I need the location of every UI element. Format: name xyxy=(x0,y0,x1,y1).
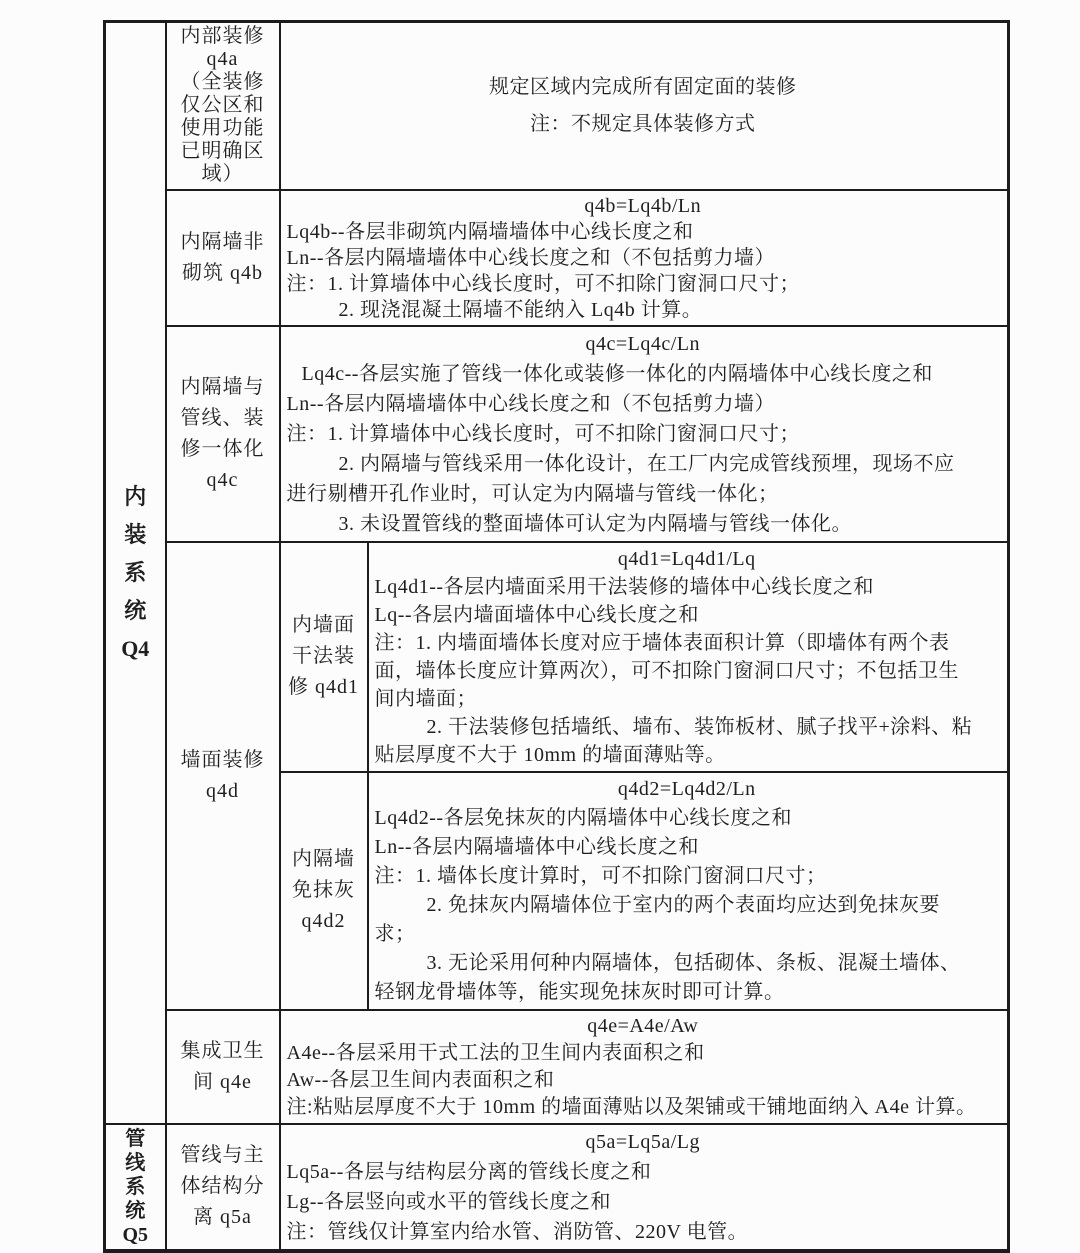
text-line: 域） xyxy=(201,163,244,186)
text-line: 修一体化 xyxy=(180,437,265,460)
text-line: q4c=Lq4c/Ln xyxy=(585,332,701,355)
content-cell-q4b xyxy=(280,190,1009,326)
text-line: Lq5a--各层与结构层分离的管线长度之和 xyxy=(286,1160,652,1183)
category-cell-q5-pipeline-system xyxy=(105,1124,166,1251)
category-cell-q4-interior-system xyxy=(105,22,166,1124)
label-cell-q4d2-plaster-free-partition xyxy=(280,772,368,1010)
content-cell-q4d2 xyxy=(368,772,1009,1010)
text-line: 2. 免抹灰内隔墙体位于室内的两个表面均应达到免抹灰要 xyxy=(426,893,940,916)
text-line: 统 xyxy=(124,597,147,623)
text-line: 砌筑 q4b xyxy=(182,261,263,284)
text-line: q4a xyxy=(206,48,239,71)
text-line: 注：1. 内墙面墙体长度对应于墙体表面积计算（即墙体有两个表 xyxy=(374,631,950,654)
text-line: q5a=Lq5a/Lg xyxy=(585,1130,701,1153)
text-line: 系 xyxy=(125,1175,146,1198)
label-cell-q4a-interior-decoration xyxy=(166,22,280,190)
text-line: 仅公区和 xyxy=(180,94,265,117)
text-line: Ln--各层内隔墙墙体中心线长度之和（不包括剪力墙） xyxy=(286,246,776,269)
text-line: 系 xyxy=(124,559,147,585)
text-line: 使用功能 xyxy=(180,117,265,140)
text-line: 贴层厚度不大于 10mm 的墙面薄贴等。 xyxy=(374,743,726,766)
text-line: 注:粘贴层厚度不大于 10mm 的墙面薄贴以及架铺或干铺地面纳入 A4e 计算。 xyxy=(286,1095,977,1118)
text-line: q4d2=Lq4d2/Ln xyxy=(617,777,756,800)
text-line: 3. 未设置管线的整面墙体可认定为内隔墙与管线一体化。 xyxy=(338,512,852,535)
table-row xyxy=(105,326,1009,542)
text-line: Lq4d1--各层内墙面采用干法装修的墙体中心线长度之和 xyxy=(374,575,875,598)
text-line: Lq4b--各层非砌筑内隔墙墙体中心线长度之和 xyxy=(286,220,694,243)
text-line: 内部装修 xyxy=(180,25,265,48)
text-line: 体结构分 xyxy=(180,1175,265,1197)
text-line: Q4 xyxy=(121,635,150,661)
text-line: q4d2 xyxy=(301,910,346,932)
text-line: 干法装 xyxy=(292,645,355,667)
content-cell-q4c xyxy=(280,326,1009,542)
text-line: 注：不规定具体装修方式 xyxy=(530,112,756,135)
text-line: 集成卫生 xyxy=(180,1039,265,1062)
text-line: 已明确区 xyxy=(180,140,265,163)
text-line: Ln--各层内隔墙墙体中心线长度之和 xyxy=(374,835,700,858)
text-line: 轻钢龙骨墙体等，能实现免抹灰时即可计算。 xyxy=(374,980,785,1003)
text-line: 管线、装 xyxy=(180,406,265,429)
table-row xyxy=(105,1124,1009,1251)
text-line: 管线与主 xyxy=(180,1144,265,1166)
text-line: Lq4d2--各层免抹灰的内隔墙体中心线长度之和 xyxy=(374,806,793,829)
table-row xyxy=(105,542,1009,772)
label-cell-q4e-integrated-bathroom xyxy=(166,1010,280,1124)
label-cell-q4b-non-masonry-partition xyxy=(166,190,280,326)
text-line: 线 xyxy=(125,1151,146,1174)
text-line: 注：1. 计算墙体中心线长度时，可不扣除门窗洞口尺寸； xyxy=(286,272,800,295)
table-row xyxy=(105,190,1009,326)
content-cell-q4e xyxy=(280,1010,1009,1124)
label-cell-q4d1-dry-method-wall-finish xyxy=(280,542,368,772)
text-line: 进行剔槽开孔作业时，可认定为内隔墙与管线一体化； xyxy=(286,482,779,505)
text-line: 面，墙体长度应计算两次），可不扣除门窗洞口尺寸；不包括卫生 xyxy=(374,659,959,682)
assessment-criteria-table xyxy=(103,20,1010,1253)
text-line: 3. 无论采用何种内隔墙体，包括砌体、条板、混凝土墙体、 xyxy=(426,951,961,974)
text-line: A4e--各层采用干式工法的卫生间内表面积之和 xyxy=(286,1041,705,1064)
label-cell-q5a-pipeline-structure-separation xyxy=(166,1124,280,1251)
text-line: Ln--各层内隔墙墙体中心线长度之和（不包括剪力墙） xyxy=(286,392,776,415)
text-line: q4c xyxy=(206,468,239,491)
text-line: 注：管线仅计算室内给水管、消防管、220V 电管。 xyxy=(286,1220,749,1243)
table-row xyxy=(105,22,1009,190)
text-line: 装 xyxy=(124,521,147,547)
text-line: 修 q4d1 xyxy=(288,676,359,698)
text-line: q4d xyxy=(206,779,239,802)
text-line: 求； xyxy=(374,922,416,945)
text-line: 内隔墙与 xyxy=(180,375,265,398)
text-line: 内墙面 xyxy=(292,614,355,636)
text-line: 注：1. 计算墙体中心线长度时，可不扣除门窗洞口尺寸； xyxy=(286,422,800,445)
text-line: 间内墙面； xyxy=(374,687,477,710)
text-line: Aw--各层卫生间内表面积之和 xyxy=(286,1068,555,1091)
text-line: 内隔墙 xyxy=(292,848,355,870)
content-cell-q4a xyxy=(280,22,1009,190)
text-line: q4e=A4e/Aw xyxy=(587,1014,699,1037)
content-cell-q5a xyxy=(280,1124,1009,1251)
text-line: 离 q5a xyxy=(193,1206,252,1228)
text-line: Lq4c--各层实施了管线一体化或装修一体化的内隔墙体中心线长度之和 xyxy=(301,362,933,385)
content-cell-q4d1 xyxy=(368,542,1009,772)
text-line: 统 xyxy=(125,1199,146,1222)
label-cell-q4d-wall-decoration xyxy=(166,542,280,1010)
text-line: 2. 内隔墙与管线采用一体化设计，在工厂内完成管线预埋，现场不应 xyxy=(338,452,955,475)
text-line: Lg--各层竖向或水平的管线长度之和 xyxy=(286,1190,612,1213)
text-line: 墙面装修 xyxy=(180,748,265,771)
table-row xyxy=(105,1010,1009,1124)
text-line: 免抹灰 xyxy=(292,879,355,901)
text-line: q4b=Lq4b/Ln xyxy=(584,194,702,217)
text-line: （全装修 xyxy=(180,71,265,94)
text-line: 2. 现浇混凝土隔墙不能纳入 Lq4b 计算。 xyxy=(338,298,703,321)
text-line: Lq--各层内墙面墙体中心线长度之和 xyxy=(374,603,700,626)
label-cell-q4c-partition-pipeline-integration xyxy=(166,326,280,542)
text-line: 内隔墙非 xyxy=(180,230,265,253)
text-line: Q5 xyxy=(122,1223,149,1246)
text-line: 间 q4e xyxy=(193,1070,252,1093)
text-line: 内 xyxy=(124,483,147,509)
text-line: 规定区域内完成所有固定面的装修 xyxy=(489,75,797,98)
text-line: 2. 干法装修包括墙纸、墙布、装饰板材、腻子找平+涂料、粘 xyxy=(426,715,973,738)
text-line: q4d1=Lq4d1/Lq xyxy=(617,547,756,570)
text-line: 管 xyxy=(125,1127,146,1150)
text-line: 注：1. 墙体长度计算时，可不扣除门窗洞口尺寸； xyxy=(374,864,827,887)
